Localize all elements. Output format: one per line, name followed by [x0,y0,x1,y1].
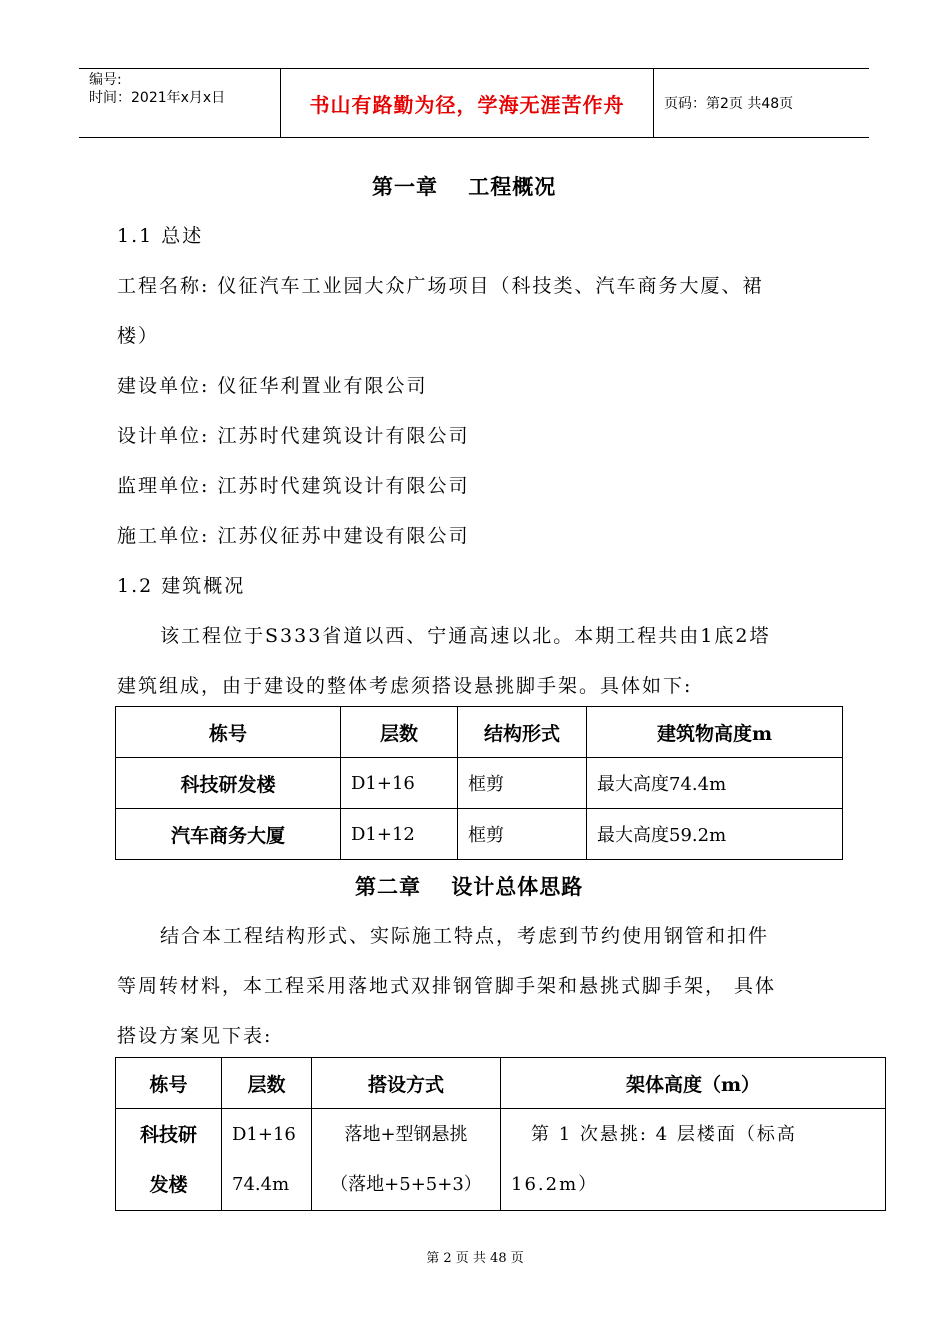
section-1-2-title: 1.2 建筑概况 [117,575,246,597]
cell-line: 发楼 [149,1173,188,1196]
table-row [116,758,843,809]
col-header: 栋号 [116,707,341,758]
col-header: 层数 [222,1058,312,1109]
design-para-line3: 搭设方案见下表: [117,1025,273,1047]
project-name-line2: 楼） [117,325,160,347]
design-para-line1: 结合本工程结构形式、实际施工特点，考虑到节约使用钢管和扣件 [160,925,770,947]
cell-line: 16.2m） [511,1173,599,1195]
col-header: 结构形式 [458,707,587,758]
table-cell: 框剪 [458,758,587,809]
project-name-line1: 工程名称: 仪征汽车工业园大众广场项目（科技类、汽车商务大厦、裙 [117,275,764,297]
building-overview-table [115,706,843,860]
page-footer: 第 2 页 共 48 页 [426,1251,524,1266]
page-header [79,68,869,138]
table-row [116,1109,886,1211]
designer-line: 设计单位: 江苏时代建筑设计有限公司 [117,425,470,447]
table-cell: 最大高度59.2m [587,809,843,860]
table-cell [312,1109,501,1211]
supervisor-line: 监理单位: 江苏时代建筑设计有限公司 [117,475,470,497]
time-label: 时间：2021年x月x日 [89,90,226,106]
cell-line: （落地+5+5+3） [330,1173,482,1195]
col-header: 栋号 [116,1058,222,1109]
table-cell: D1+12 [341,809,458,860]
contractor-line: 施工单位: 江苏仪征苏中建设有限公司 [117,525,470,547]
overview-para-line1: 该工程位于S333省道以西、宁通高速以北。本期工程共由1底2塔 [160,625,771,647]
number-label: 编号: [89,72,122,88]
cell-line: 74.4m [232,1173,290,1195]
cell-line: 落地+型钢悬挑 [344,1123,468,1145]
table-cell [116,1109,222,1211]
col-header: 建筑物高度m [587,707,843,758]
chapter1-title: 第一章 工程概况 [372,174,557,199]
table-cell: 框剪 [458,809,587,860]
table-cell: 汽车商务大厦 [116,809,341,860]
owner-line: 建设单位: 仪征华利置业有限公司 [117,375,428,397]
cell-line: D1+16 [232,1123,296,1145]
scaffold-plan-table [115,1057,886,1211]
table-cell [501,1109,886,1211]
header-page-info: 页码：第2页 共48页 [664,96,794,112]
cell-line: 科技研 [139,1123,197,1146]
table-cell: D1+16 [341,758,458,809]
col-header: 搭设方式 [312,1058,501,1109]
design-para-line2: 等周转材料，本工程采用落地式双排钢管脚手架和悬挑式脚手架， 具体 [117,975,777,997]
header-meta [79,69,281,137]
table-header-row [116,707,843,758]
overview-para-line2: 建筑组成，由于建设的整体考虑须搭设悬挑脚手架。具体如下: [117,675,693,697]
col-header: 架体高度（m） [501,1058,886,1109]
cell-line: 第 1 次悬挑: 4 层楼面（标高 [531,1123,797,1145]
table-header-row [116,1058,886,1109]
table-cell [222,1109,312,1211]
col-header: 层数 [341,707,458,758]
table-cell: 科技研发楼 [116,758,341,809]
section-1-1-title: 1.1 总述 [117,225,204,247]
table-cell: 最大高度74.4m [587,758,843,809]
table-row [116,809,843,860]
header-motto: 书山有路勤为径，学海无涯苦作舟 [281,69,654,137]
chapter2-title: 第二章 设计总体思路 [355,874,584,899]
